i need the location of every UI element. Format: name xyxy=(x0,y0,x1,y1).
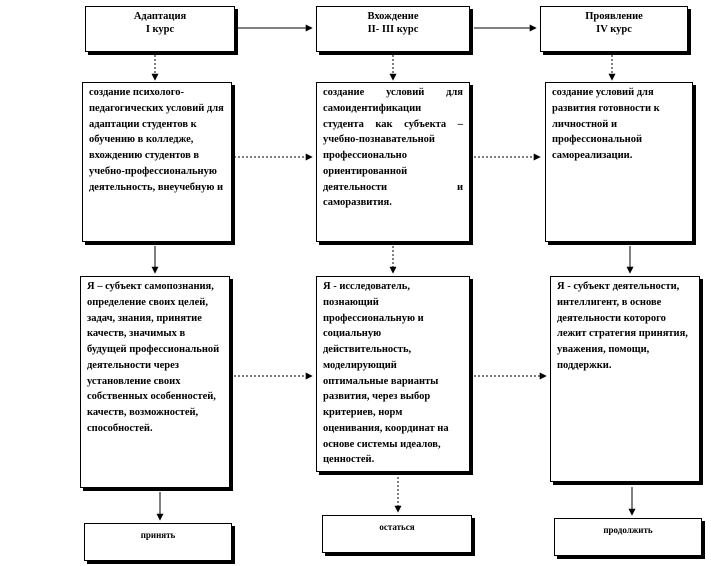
stage-3-result xyxy=(554,518,702,556)
stage-1-self-position-text: Я – субъект самопознания, определение своих целей, задач, знания, принятие качеств, значимых в будущей профессиональной деятельности через установление своих собственных особенностей, качеств, возможностей, способностей. xyxy=(87,281,220,434)
stage-2-course: II- III курс xyxy=(367,24,419,36)
stage-2-title: Вхождение xyxy=(367,11,419,22)
stage-2-self-position-text: Я - исследователь, познающий профессиональную и социальную действительность, моделирующий оптимальные варианты развития, через выбор критериев, норм оценивания, координат на основе системы идеалов, ценностей. xyxy=(323,281,449,466)
stage-3-title: Проявление xyxy=(585,11,643,22)
stage-2-self-position xyxy=(316,276,470,472)
stage-1-result xyxy=(84,523,232,561)
stage-1-title: Адаптация xyxy=(133,11,187,22)
stage-3-self-position-text: Я - субъект деятельности, интеллигент, в основе деятельности которого лежит стратегия принятия, уважения, помощи, поддержки. xyxy=(557,281,688,371)
stage-3-self-position xyxy=(550,276,700,482)
stage-2-result xyxy=(322,515,472,553)
stage-1-course: I курс xyxy=(145,24,175,36)
stage-3-goal xyxy=(545,82,693,242)
stage-3-header xyxy=(540,6,688,52)
stage-2-goal xyxy=(316,82,470,242)
stage-1-header xyxy=(85,6,235,52)
stage-3-goal-text: создание условий для развития готовности к личностной и профессиональной самореализации. xyxy=(552,87,660,161)
stage-2-header xyxy=(316,6,470,52)
stage-1-goal-text: создание психолого-педагогических условий для адаптации студентов к обучению в колледже, вхождению студентов в учебно-профессиональную деятельность, внеучебную и xyxy=(89,87,224,193)
stage-3-course: IV курс xyxy=(596,24,632,36)
stage-1-self-position xyxy=(80,276,230,488)
stage-3-result-text: продолжить xyxy=(603,525,653,535)
stage-1-goal xyxy=(82,82,232,242)
stage-2-result-text: остаться xyxy=(379,522,415,532)
stage-1-result-text: принять xyxy=(140,530,176,540)
stage-2-goal-text: создание условий для самоидентификации студента как субъекта – учебно-познавательной профессионально ориентированной деятельности и саморазвития. xyxy=(323,87,463,209)
